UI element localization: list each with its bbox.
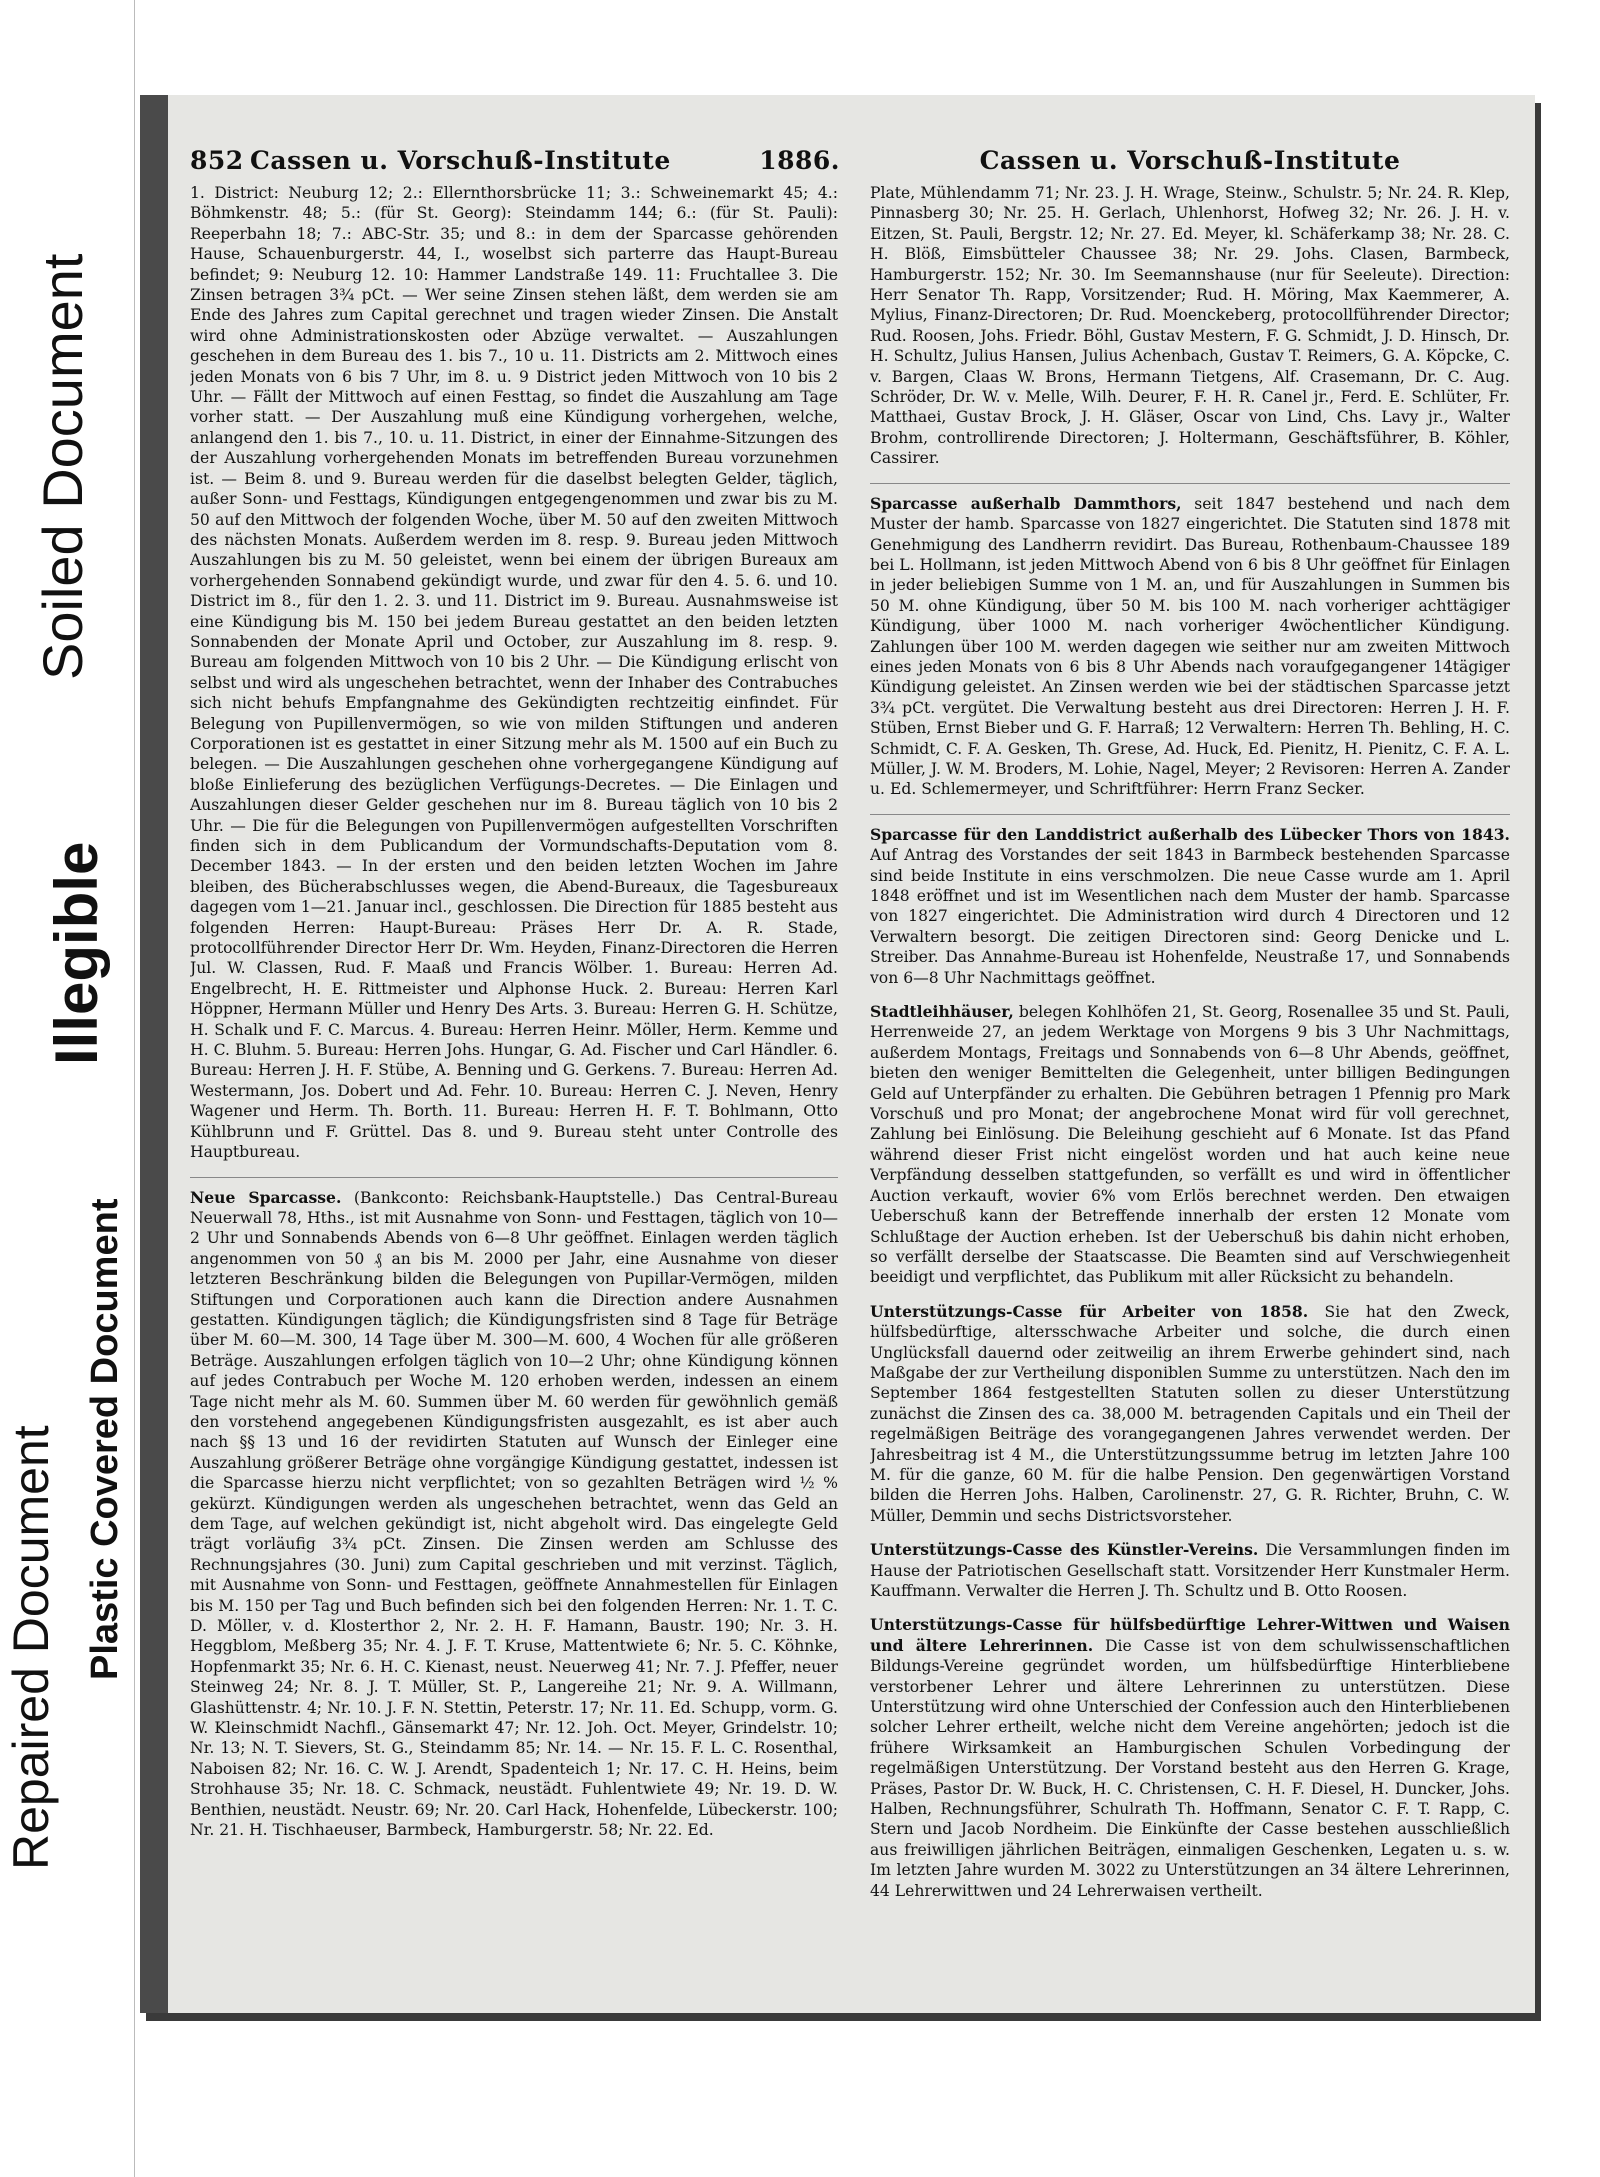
left-column (190, 183, 838, 2013)
entry-heading: Unterstützungs-Casse für Arbeiter von 1858. (870, 1301, 1309, 1321)
entry-heading: Stadtleihhäuser, (870, 1002, 1014, 1022)
sparcasse-dammthor-entry (870, 494, 1510, 800)
illegible-label: Illegible (43, 841, 110, 1065)
page-content (190, 135, 1510, 1983)
header-year: 1886. (759, 146, 840, 175)
unterstuetzungs-casse-kuenstler-entry (870, 1540, 1510, 1601)
entry-text: Die Versammlungen finden im Hause der Patriotischen Gesellschaft statt. Vorsitzender Herr Kunstmaler Herm. Kauffmann. Verwalter die Herren J. Th. Schultz und B. Otto Roosen. (870, 1541, 1510, 1600)
sparcasse-districts-text: 1. District: Neuburg 12; 2.: Ellernthorsbrücke 11; 3.: Schweinemarkt 45; 4.: Böhmkenstr. 48; 5.: (für St. Georg): Steindamm 144; 6.: (für St. Pauli): Reeperbahn 18; 7.: ABC-Str. 35; und 8.: in dem der Sparcasse gehörenden Hause, Schauenburgerstr. 44, I., woselbst sich parterre das Haupt-Bureau befindet; 9: Neuburg 12. 10: Hammer Landstraße 149. 11: Fruchtallee 3. Die Zinsen betragen 3¾ pCt. — Wer seine Zinsen stehen läßt, dem werden sie am Ende des Jahres zum Capital gerechnet und tragen wieder Zinsen. Die Anstalt wird ohne Administrationskosten oder Abzüge verwaltet. — Auszahlungen geschehen in dem Bureau des 1. bis 7., 10 u. 11. Districts am 2. Mittwoch eines jeden Monats von 6 bis 7 Uhr, im 8. u. 9 District jeden Mittwoch von 10 bis 2 Uhr. — Fällt der Mittwoch auf einen Festtag, so findet die Auszahlung am Tage vorher statt. — Der Auszahlung muß eine Kündigung vorhergehen, welche, anlangend den 1. bis 7., 10. u. 11. District, in einer der Einnahme-Sitzungen des der Auszahlung vorhergehenden Monats im betreffenden Bureau vorzunehmen ist. — Beim 8. und 9. Bureau werden für die daselbst belegten Gelder, täglich, außer Sonn- und Festtags, Kündigungen entgegengenommen und zwar bis zu M. 50 auf den Mittwoch der folgenden Woche, über M. 50 auf den zweiten Mittwoch des nächsten Monats. Außerdem werden im 8. resp. 9. Bureau jeden Mittwoch Auszahlungen bis zu M. 50 geleistet, wenn bei einem der übrigen Bureaux am vorhergehenden Sonnabend gekündigt wurde, und zwar für den 4. 5. 6. und 10. District im 8., für den 1. 2. 3. und 11. District im 9. Bureau. Ausnahmsweise ist eine Kündigung bis M. 150 bei jedem Bureau gestattet an den beiden letzten Sonnabenden der Monate April und October, zur Auszahlung im 8. resp. 9. Bureau am folgenden Mittwoch von 10 bis 2 Uhr. — Die Kündigung erlischt von selbst und wird als ungeschehen betrachtet, wenn der Inhaber des Contrabuches sich nicht behufs Empfangnahme des Gekündigten rechtzeitig einfindet. Für Belegung von Pupillenvermögen, so wie von milden Stiftungen und anderen Corporationen ist es gestattet in einer Sitzung mehr als M. 1500 auf ein Buch zu belegen. — Die Auszahlungen geschehen ohne vorhergegangene Kündigung auf bloße Einlieferung des bezüglichen Verfügungs-Decretes. — Die Einlagen und Auszahlungen dieser Gelder geschehen nur im 8. Bureau täglich von 10 bis 2 Uhr. — Die für die Belegungen von Pupillenvermögen aufgestellten Vorschriften finden sich in dem Publicandum der Vormundschafts-Deputation vom 8. December 1843. — In der ersten und den beiden letzten Wochen im Jahre bleiben, des Bücherabschlusses wegen, die Abend-Bureaux, die Tagesbureaux dagegen vom 1—21. Januar incl., geschlossen. Die Direction für 1885 besteht aus folgenden Herren: Haupt-Bureau: Präses Herr Dr. A. R. Stade, protocollführender Director Herr Dr. Wm. Heyden, Finanz-Directoren die Herren Jul. W. Classen, Rud. F. Maaß und Francis Wölber. 1. Bureau: Herren Ad. Engelbrecht, H. E. Rittmeister und Alphonse Huck. 2. Bureau: Herren Karl Höppner, Hermann Müller und Henry Des Arts. 3. Bureau: Herren G. H. Schütze, H. Schalk und F. C. Marcus. 4. Bureau: Herren Heinr. Möller, Herm. Kemme und H. C. Bluhm. 5. Bureau: Herren Johs. Hungar, G. Ad. Fischer und Carl Händler. 6. Bureau: Herren J. H. F. Stübe, A. Benning und G. Gerkens. 7. Bureau: Herren Ad. Westermann, Jos. Dobert und Ad. Fehr. 10. Bureau: Herren C. J. Neven, Henry Wagener und Herm. Th. Borth. 11. Bureau: Herren H. F. T. Bohlmann, Otto Kühlbrunn und F. Grüttel. Das 8. und 9. Bureau steht unter Controlle des Hauptbureau. (190, 184, 838, 1162)
section-rule (190, 1177, 838, 1178)
header-title-right: Cassen u. Vorschuß-Institute (979, 146, 1401, 175)
stadtleihhaeuser-entry (870, 1002, 1510, 1288)
header-title-left: Cassen u. Vorschuß-Institute (250, 146, 671, 175)
section-rule (870, 814, 1510, 815)
entry-text: Die Casse ist von dem schulwissenschaftlichen Bildungs-Vereine gegründet worden, um hülfsbedürftige Hinterbliebene verstorbener Lehrer und ältere Lehrerinnen zu unterstützen. Diese Unterstützung wird ohne Unterschied der Confession auch den Hinterbliebenen solcher Lehrer ertheilt, welche nicht dem Vereine angehörten; jedoch ist die frühere Wirksamkeit an Hamburgischen Schulen Vorbedingung der regelmäßigen Unterstützung. Der Vorstand besteht aus den Herren G. Krage, Präses, Pastor Dr. W. Buck, H. C. Christensen, C. H. F. Diesel, H. Duncker, Johs. Halben, Rechnungsführer, Schulrath Th. Hoffmann, Senator C. F. T. Rapp, C. Stern und Jacob Nordheim. Die Einkünfte der Casse bestehen ausschließlich aus freiwilligen jährlichen Beiträgen, einmaligen Geschenken, Legaten u. s. w. Im letzten Jahre wurden M. 3022 zu Unterstützungen an 34 ältere Lehrerinnen, 44 Lehrerwittwen und 24 Lehrerwaisen vertheilt. (870, 1636, 1510, 1900)
running-header-left (190, 135, 840, 175)
entry-heading: Unterstützungs-Casse des Künstler-Vereins. (870, 1540, 1259, 1560)
soiled-document-label: Soiled Document (31, 253, 94, 680)
plastic-covered-label: Plastic Covered Document (84, 1198, 126, 1680)
neue-sparcasse-entry (190, 1188, 838, 1841)
entry-heading: Neue Sparcasse. (190, 1187, 342, 1207)
entry-text: Sie hat den Zweck, hülfsbedürftige, altersschwache Arbeiter und solche, die durch einen Unglücksfall dauernd oder zeitweilig an ihrem Erwerbe gehindert sind, nach Maßgabe der zur Vertheilung disponiblen Summe zu unterstützen. Nach den im September 1864 festgestellten Statuten sollen zu dieser Unterstützung zunächst die Zinsen des ca. 38,000 M. betragenden Capitals und ein Theil der regelmäßigen Beiträge des vorangegangenen Jahres verwendet werden. Der Jahresbeitrag ist 4 M., die Unterstützungssumme betrug im letzten Jahre 100 M. für die ganze, 60 M. für die halbe Pension. Den gegenwärtigen Vorstand bilden die Herren Johs. Halben, Carolinenstr. 27, G. R. Richter, Bruhn, C. W. Müller, Demmin und sechs Districtsvorsteher. (870, 1302, 1510, 1525)
section-rule (870, 483, 1510, 484)
entry-heading: Sparcasse außerhalb Dammthors, (870, 493, 1182, 513)
entry-text: seit 1847 bestehend und nach dem Muster der hamb. Sparcasse von 1827 eingerichtet. Die Statuten sind 1878 mit Genehmigung des Landherrn revidirt. Das Bureau, Rothenbaum-Chaussee 189 bei L. Hollmann, ist jeden Mittwoch Abend von 6 bis 8 Uhr geöffnet für Einlagen in jeder beliebigen Summe von 1 M. an, und für Auszahlungen in Summen bis 50 M. ohne Kündigung, über 50 M. bis 100 M. nach vorheriger achttägiger Kündigung, über 1000 M. nach vorheriger 4wöchentlicher Kündigung. Zahlungen über 100 M. werden dagegen wie seither nur am zweiten Mittwoch eines jeden Monats von 6 bis 8 Uhr Abends nach voraufgegangener 14tägiger Kündigung geleistet. An Zinsen werden wie bei der städtischen Sparcasse jetzt 3¾ pCt. vergütet. Die Verwaltung besteht aus drei Directoren: Herren J. H. F. Stüben, Ernst Bieber und G. F. Harraß; 12 Verwaltern: Herren Th. Behling, H. C. Schmidt, C. F. A. Gesken, Th. Grese, Ad. Huck, Ed. Pienitz, H. Pienitz, C. F. A. L. Müller, J. W. M. Broders, M. Lohie, Nagel, Meyer; 2 Revisoren: Herren A. Zander u. Ed. Schlemermeyer, und Schriftführer: Herrn Franz Secker. (870, 494, 1510, 799)
unterstuetzungs-casse-arbeiter-entry (870, 1302, 1510, 1526)
right-column (870, 183, 1510, 2013)
page-number: 852 (190, 146, 244, 175)
entry-text: (Bankconto: Reichsbank-Hauptstelle.) Das Central-Bureau Neuerwall 78, Hths., ist mit Ausnahme von Sonn- und Festtagen, täglich von 10—2 Uhr und Sonnabends Abends von 6—8 Uhr geöffnet. Einlagen werden täglich angenommen von 50 ₰ an bis M. 2000 per Jahr, eine Ausnahme von dieser letzteren Beschränkung bilden die Belegungen von Pupillar-Vermögen, milden Stiftungen und Corporationen auch kann die Direction andere Ausnahmen gestatten. Kündigungen täglich; die Kündigungsfristen sind 8 Tage für Beträge über M. 60—M. 300, 14 Tage über M. 300—M. 600, 4 Wochen für alle größeren Beträge. Auszahlungen erfolgen täglich von 10—2 Uhr; ohne Kündigung können auf jedes Contrabuch per Woche M. 120 erhoben werden, indessen an einem Tage nicht mehr als M. 60. Summen über M. 60 werden für gewöhnlich gemäß den vorstehend angegebenen Kündigungsfristen ausgezahlt, es ist aber auch nach §§ 13 und 16 der revidirten Statuten auf Wunsch der Einleger eine Auszahlung größerer Beträge ohne vorgängige Kündigung gestattet, indessen ist die Sparcasse hierzu nicht verpflichtet; von so gezahlten Beträgen wird ½ % gekürzt. Kündigungen werden als ungeschehen betrachtet, wenn das Geld an dem Tage, auf welchen gekündigt ist, nicht abgeholt wird. Das eingelegte Geld trägt vorläufig 3¾ pCt. Zinsen. Die Zinsen werden am Schlusse des Rechnungsjahres (30. Juni) zum Capital geschrieben und mit verzinst. Täglich, mit Ausnahme von Sonn- und Festtagen, geöffnete Annahmestellen für Einlagen bis M. 150 per Tag und Buch befinden sich bei den folgenden Herren: Nr. 1. T. C. D. Möller, v. d. Klosterthor 2, Nr. 2. H. F. Hamann, Baustr. 190; Nr. 3. H. Heggblom, Meßberg 35; Nr. 4. J. F. T. Kruse, Mattentwiete 6; Nr. 5. C. Köhnke, Hopfenmarkt 35; Nr. 6. H. C. Kienast, neust. Neuerweg 41; Nr. 7. J. Pfeffer, neuer Steinweg 24; Nr. 8. J. T. Müller, St. P., Langereihe 21; Nr. 9. A. Willmann, Glashüttenstr. 4; Nr. 10. J. F. N. Stettin, Peterstr. 17; Nr. 11. Ed. Schupp, vorm. G. W. Kleinschmidt Nachfl., Gänsemarkt 47; Nr. 12. Joh. Oct. Meyer, Grindelstr. 10; Nr. 13; N. T. Sievers, St. G., Steindamm 85; Nr. 14. — Nr. 15. F. L. C. Rosenthal, Naboisen 82; Nr. 16. C. W. J. Arendt, Spadenteich 1; Nr. 17. C. H. Heins, beim Strohhause 35; Nr. 18. C. Schmack, neustädt. Fuhlentwiete 49; Nr. 19. D. W. Benthien, neustädt. Neustr. 69; Nr. 20. Carl Hack, Hohenfelde, Lübeckerstr. 100; Nr. 21. H. Tischhaeuser, Barmbeck, Hamburgerstr. 58; Nr. 22. Ed. (190, 1188, 838, 1840)
entry-text: belegen Kohlhöfen 21, St. Georg, Rosenallee 35 und St. Pauli, Herrenweide 27, an jedem Werktage von Morgens 9 bis 3 Uhr Nachmittags, außerdem Montags, Freitags und Sonnabends von 6—8 Uhr Abends, geöffnet, bieten den weniger Bemittelten die Gelegenheit, unter billigen Bedingungen Geld auf Unterpfänder zu erhalten. Die Gebühren betragen 1 Pfennig pro Mark Vorschuß und pro Monat; der angebrochene Monat wird für voll gerechnet, Zahlung bei Einlösung. Die Beleihung geschieht auf 6 Monate. Ist das Pfand während dieser Frist nicht eingelöst worden und hat auch keine neue Verpfändung desselben stattgefunden, so verfällt es und wird in öffentlicher Auction verkauft, wovier 6% vom Erlös berechnet werden. Den etwaigen Ueberschuß kann der Betreffende innerhalb der ersten 12 Monate vom Schlußtage der Auction erheben. Ist der Ueberschuß bis dahin nicht erhoben, so verfällt derselbe der Staatscasse. Die Beamten sind auf Verschwiegenheit beeidigt und verpflichtet, das Publikum mit aller Rücksicht zu behandeln. (870, 1003, 1510, 1287)
unterstuetzungs-casse-lehrer-entry (870, 1615, 1510, 1901)
annahmestellen-continued-text: Plate, Mühlendamm 71; Nr. 23. J. H. Wrage, Steinw., Schulstr. 5; Nr. 24. R. Klep, Pinnasberg 30; Nr. 25. H. Gerlach, Uhlenhorst, Hofweg 32; Nr. 26. J. H. v. Eitzen, St. Pauli, Bergstr. 12; Nr. 27. Ed. Meyer, kl. Schäferkamp 38; Nr. 28. C. H. Blöß, Eimsbütteler Chaussee 38; Nr. 29. Johs. Clasen, Barmbeck, Hamburgerstr. 152; Nr. 30. Im Seemannshause (nur für Seeleute). Direction: Herr Senator Th. Rapp, Vorsitzender; Rud. H. Möring, Max Kaemmerer, A. Mylius, Finanz-Directoren; Dr. Rud. Moenckeberg, protocollführender Director; Rud. Roosen, Johs. Friedr. Böhl, Gustav Mestern, F. G. Schmidt, J. D. Hinsch, Dr. H. Schultz, Julius Hansen, Julius Achenbach, Gustav T. Reimers, G. A. Köpcke, C. v. Bargen, Claas W. Brons, Hermann Tietgens, Alf. Crasemann, Dr. C. Aug. Schröder, Dr. W. v. Melle, Wilh. Deurer, F. H. R. Canel jr., Ferd. E. Schlüter, Fr. Matthaei, Gustav Brock, J. H. Gläser, Oscar von Lind, Chs. Lavy jr., Walter Brohm, controllirende Directoren; J. Holtermann, Geschäftsführer, B. Köhler, Cassirer. (870, 184, 1510, 468)
running-header-right (870, 135, 1510, 175)
sparcasse-landdistrict-entry (870, 825, 1510, 988)
entry-heading: Unterstützungs-Casse für hülfsbedürftige Lehrer-Wittwen und Waisen und ältere Lehrerinnen. (870, 1615, 1510, 1655)
entry-heading: Sparcasse für den Landdistrict außerhalb des Lübecker Thors von 1843. (870, 824, 1510, 844)
scanned-page (140, 95, 1535, 2013)
entry-text: Auf Antrag des Vorstandes der seit 1843 in Barmbeck bestehenden Sparcasse sind beide Institute in eins verschmolzen. Die neue Casse wurde am 1. April 1848 eröffnet und ist im Wesentlichen nach dem Muster der hamb. Sparcasse von 1827 eingerichtet. Die Administration wird durch 4 Directoren und 12 Verwaltern besorgt. Die zeitigen Directoren sind: Georg Denicke und L. Streiber. Das Annahme-Bureau ist Hohenfelde, Neustraße 17, und Sonnabends von 6—8 Uhr Nachmittags geöffnet. (870, 846, 1510, 987)
repaired-document-label: Repaired Document (3, 1425, 59, 1870)
margin-divider (134, 0, 135, 2177)
